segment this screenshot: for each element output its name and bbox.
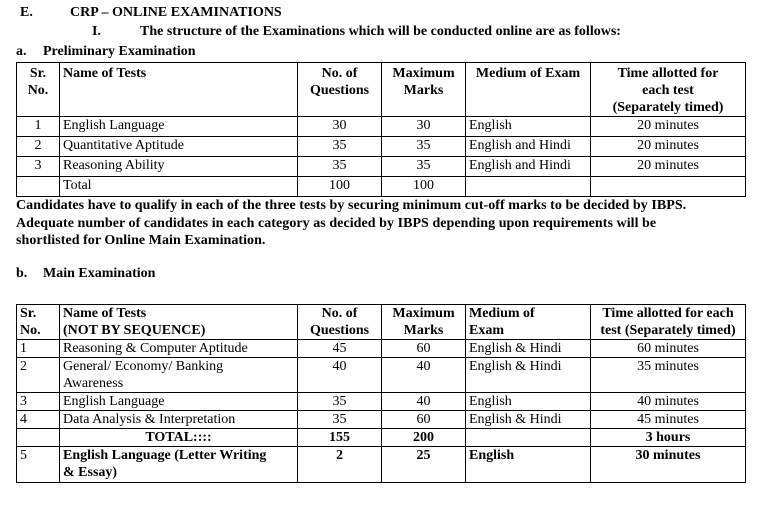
main-total-row bbox=[17, 429, 746, 447]
prelim-cell-marks: 30 bbox=[382, 117, 466, 137]
main-total-questions: 155 bbox=[298, 429, 382, 447]
prelim-heading: Preliminary Examination bbox=[43, 44, 196, 59]
subsection-number: I. bbox=[92, 24, 101, 39]
main-row bbox=[17, 358, 746, 393]
main-total-empty bbox=[17, 429, 60, 447]
main-header-questions: No. of Questions bbox=[298, 305, 382, 340]
main-total-time: 3 hours bbox=[591, 429, 746, 447]
prelim-cell-time: 20 minutes bbox=[591, 157, 746, 177]
main-heading-letter: b. bbox=[16, 266, 28, 281]
prelim-cell-medium: English and Hindi bbox=[466, 157, 591, 177]
main-header-time: Time allotted for each test (Separately timed) bbox=[591, 305, 746, 340]
prelim-header-marks: Maximum Marks bbox=[382, 63, 466, 117]
prelim-header-sr: Sr. No. bbox=[17, 63, 60, 117]
prelim-cell-name: Quantitative Aptitude bbox=[60, 137, 298, 157]
main-table bbox=[16, 304, 746, 483]
prelim-header-name: Name of Tests bbox=[60, 63, 298, 117]
prelim-total-empty bbox=[17, 177, 60, 197]
prelim-cell-questions: 35 bbox=[298, 137, 382, 157]
main-cell-questions: 35 bbox=[298, 411, 382, 429]
main-cell-medium: English & Hindi bbox=[466, 358, 591, 393]
prelim-header-row bbox=[17, 63, 746, 117]
main-header-sr: Sr. No. bbox=[17, 305, 60, 340]
section-title: CRP – ONLINE EXAMINATIONS bbox=[70, 5, 282, 20]
prelim-total-empty bbox=[591, 177, 746, 197]
main-cell-marks: 40 bbox=[382, 358, 466, 393]
prelim-header-questions: No. of Questions bbox=[298, 63, 382, 117]
prelim-header-time: Time allotted for each test (Separately timed) bbox=[591, 63, 746, 117]
main-cell-time: 45 minutes bbox=[591, 411, 746, 429]
prelim-row bbox=[17, 137, 746, 157]
main-cell-time: 35 minutes bbox=[591, 358, 746, 393]
main-row bbox=[17, 393, 746, 411]
prelim-total-questions: 100 bbox=[298, 177, 382, 197]
prelim-total-empty bbox=[466, 177, 591, 197]
main-cell-medium: English bbox=[466, 447, 591, 483]
main-header-marks: Maximum Marks bbox=[382, 305, 466, 340]
main-cell-sr: 2 bbox=[17, 358, 60, 393]
main-header-row bbox=[17, 305, 746, 340]
prelim-cell-time: 20 minutes bbox=[591, 137, 746, 157]
main-cell-sr: 5 bbox=[17, 447, 60, 483]
main-cell-time: 40 minutes bbox=[591, 393, 746, 411]
prelim-cell-questions: 30 bbox=[298, 117, 382, 137]
main-cell-name: General/ Economy/ Banking Awareness bbox=[60, 358, 298, 393]
prelim-row bbox=[17, 117, 746, 137]
main-cell-medium: English & Hindi bbox=[466, 411, 591, 429]
prelim-cell-sr: 2 bbox=[17, 137, 60, 157]
main-total-label: TOTAL:::: bbox=[60, 429, 298, 447]
main-cell-marks: 60 bbox=[382, 411, 466, 429]
prelim-cell-sr: 1 bbox=[17, 117, 60, 137]
main-cell-marks: 25 bbox=[382, 447, 466, 483]
prelim-table bbox=[16, 62, 746, 197]
main-total-empty bbox=[466, 429, 591, 447]
main-cell-name: Reasoning & Computer Aptitude bbox=[60, 340, 298, 358]
prelim-cell-time: 20 minutes bbox=[591, 117, 746, 137]
main-header-medium: Medium of Exam bbox=[466, 305, 591, 340]
main-cell-time: 30 minutes bbox=[591, 447, 746, 483]
main-cell-medium: English & Hindi bbox=[466, 340, 591, 358]
main-cell-questions: 35 bbox=[298, 393, 382, 411]
main-cell-name: English Language bbox=[60, 393, 298, 411]
main-cell-sr: 1 bbox=[17, 340, 60, 358]
prelim-total-row bbox=[17, 177, 746, 197]
prelim-cell-name: English Language bbox=[60, 117, 298, 137]
main-cell-sr: 3 bbox=[17, 393, 60, 411]
main-cell-questions: 40 bbox=[298, 358, 382, 393]
main-cell-questions: 45 bbox=[298, 340, 382, 358]
main-row bbox=[17, 340, 746, 358]
prelim-cell-marks: 35 bbox=[382, 137, 466, 157]
prelim-cell-medium: English bbox=[466, 117, 591, 137]
prelim-cell-medium: English and Hindi bbox=[466, 137, 591, 157]
main-last-row bbox=[17, 447, 746, 483]
prelim-cell-name: Reasoning Ability bbox=[60, 157, 298, 177]
main-cell-marks: 40 bbox=[382, 393, 466, 411]
subsection-text: The structure of the Examinations which will be conducted online are as follows: bbox=[140, 24, 621, 39]
section-letter: E. bbox=[20, 5, 33, 20]
main-heading: Main Examination bbox=[43, 266, 156, 281]
prelim-cell-marks: 35 bbox=[382, 157, 466, 177]
paragraph-line: Adequate number of candidates in each category as decided by IBPS depending upon requirements will be bbox=[16, 215, 657, 231]
main-cell-questions: 2 bbox=[298, 447, 382, 483]
main-cell-marks: 60 bbox=[382, 340, 466, 358]
prelim-row bbox=[17, 157, 746, 177]
main-cell-medium: English bbox=[466, 393, 591, 411]
qualification-paragraph bbox=[16, 197, 746, 250]
prelim-cell-questions: 35 bbox=[298, 157, 382, 177]
prelim-header-medium: Medium of Exam bbox=[466, 63, 591, 117]
paragraph-line: Candidates have to qualify in each of the three tests by securing minimum cut-off marks to be decided by IBPS. bbox=[16, 198, 687, 213]
main-header-name: Name of Tests (NOT BY SEQUENCE) bbox=[60, 305, 298, 340]
prelim-heading-letter: a. bbox=[16, 44, 27, 59]
main-total-marks: 200 bbox=[382, 429, 466, 447]
main-cell-time: 60 minutes bbox=[591, 340, 746, 358]
main-cell-sr: 4 bbox=[17, 411, 60, 429]
prelim-total-label: Total bbox=[60, 177, 298, 197]
main-cell-name: English Language (Letter Writing & Essay) bbox=[60, 447, 298, 483]
main-row bbox=[17, 411, 746, 429]
prelim-cell-sr: 3 bbox=[17, 157, 60, 177]
main-cell-name: Data Analysis & Interpretation bbox=[60, 411, 298, 429]
paragraph-line: shortlisted for Online Main Examination. bbox=[16, 233, 266, 248]
prelim-total-marks: 100 bbox=[382, 177, 466, 197]
